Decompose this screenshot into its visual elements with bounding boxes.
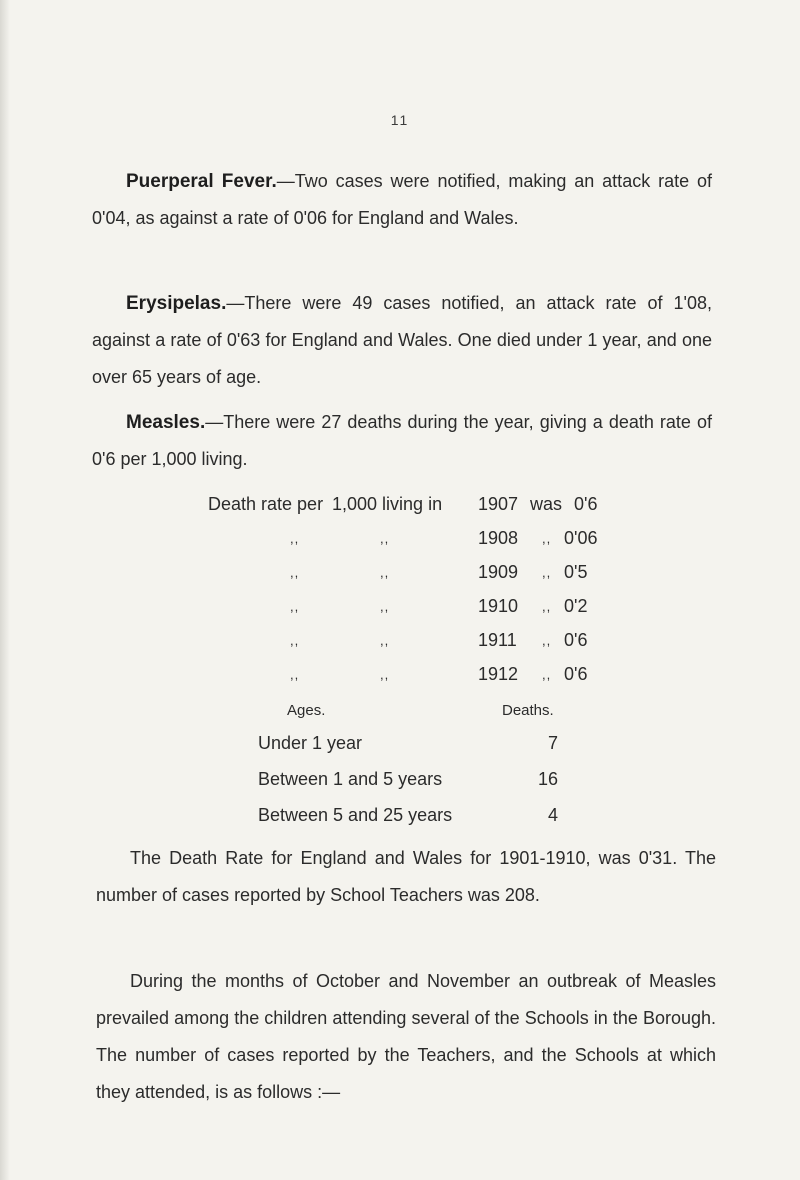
death-rate-year: 1912 xyxy=(478,664,519,684)
ditto-mark: ,, xyxy=(290,565,300,580)
death-rate-value: 0'6 xyxy=(574,494,598,514)
deaths-column-header: Deaths. xyxy=(502,702,554,719)
outbreak-text: During the months of October and November an outbreak of Measles prevailed among the children attending several of the Schools in the Borough. The number of cases reported by the Teachers, and the Schools at which they attended, is as follows :— xyxy=(96,971,716,1102)
ages-row xyxy=(258,762,558,796)
death-rate-prefix-living: 1,000 living in xyxy=(332,494,443,514)
ages-row xyxy=(258,798,558,832)
measles-heading: Measles. xyxy=(126,412,206,433)
ditto-mark: ,, xyxy=(290,531,300,546)
age-group-deaths: 4 xyxy=(547,805,558,825)
ditto-mark: ,, xyxy=(542,599,552,614)
measles-paragraph xyxy=(92,404,712,478)
death-rate-value: 0'2 xyxy=(564,596,588,616)
death-rate-value: 0'06 xyxy=(564,528,598,548)
erysipelas-heading: Erysipelas. xyxy=(126,293,227,314)
ages-column-header: Ages. xyxy=(287,702,326,719)
death-rate-year: 1910 xyxy=(478,596,519,616)
ditto-mark: ,, xyxy=(290,599,300,614)
death-rate-year: 1911 xyxy=(478,630,517,650)
age-group-label: Under 1 year xyxy=(258,733,363,753)
england-wales-rate-text: The Death Rate for England and Wales for 1901-1910, was 0'31. The number of cases reported by School Teachers was 208. xyxy=(96,848,716,905)
ditto-mark: ,, xyxy=(542,667,552,682)
death-rate-prefix: Death rate per xyxy=(208,494,324,514)
death-rate-value: 0'6 xyxy=(564,630,588,650)
puerperal-fever-heading: Puerperal Fever. xyxy=(126,171,277,192)
outbreak-paragraph xyxy=(96,963,716,1111)
ages-row xyxy=(258,726,558,760)
erysipelas-text: —There were 49 cases notified, an attack rate of 1'08, against a rate of 0'63 for England and Wales. One died under 1 year, and one over 65 years of age. xyxy=(92,293,712,387)
puerperal-fever-paragraph xyxy=(92,163,712,237)
page-edge-shadow xyxy=(0,0,10,1180)
death-rate-year: 1909 xyxy=(478,562,519,582)
ditto-mark: ,, xyxy=(380,565,390,580)
ditto-mark: ,, xyxy=(290,633,300,648)
death-rate-value: 0'6 xyxy=(564,664,588,684)
ditto-mark: ,, xyxy=(380,599,390,614)
erysipelas-paragraph xyxy=(92,285,712,396)
age-group-label: Between 5 and 25 years xyxy=(258,805,453,825)
ditto-mark: ,, xyxy=(380,667,390,682)
death-rate-year: 1908 xyxy=(478,528,519,548)
ditto-mark: ,, xyxy=(542,565,552,580)
ditto-mark: ,, xyxy=(290,667,300,682)
page-number: 11 xyxy=(390,112,410,128)
england-wales-rate-paragraph xyxy=(96,840,716,914)
ditto-mark: ,, xyxy=(380,633,390,648)
measles-text: —There were 27 deaths during the year, giving a death rate of 0'6 per 1,000 living. xyxy=(92,412,712,469)
death-rate-value: 0'5 xyxy=(564,562,588,582)
age-group-deaths: 16 xyxy=(537,769,558,789)
death-rate-was: was xyxy=(530,494,563,514)
ditto-mark: ,, xyxy=(380,531,390,546)
ditto-mark: ,, xyxy=(542,633,552,648)
puerperal-fever-text: —Two cases were notified, making an attack rate of 0'04, as against a rate of 0'06 for England and Wales. xyxy=(92,171,712,228)
ditto-mark: ,, xyxy=(542,531,552,546)
age-group-deaths: 7 xyxy=(547,733,558,753)
age-group-label: Between 1 and 5 years xyxy=(258,769,443,789)
death-rate-year: 1907 xyxy=(478,494,519,514)
